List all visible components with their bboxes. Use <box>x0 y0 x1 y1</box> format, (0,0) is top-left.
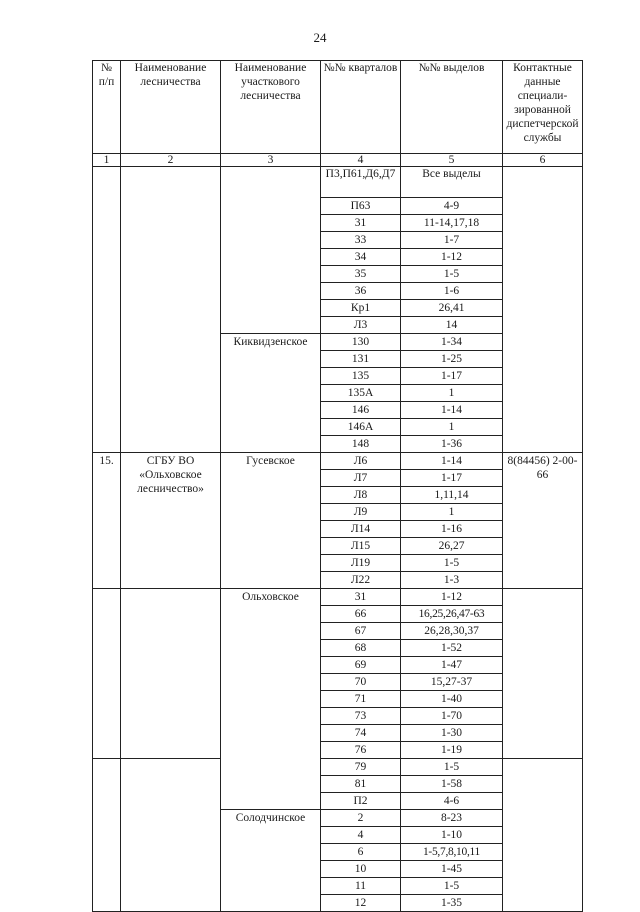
header-allotments: №№ выделов <box>401 61 503 154</box>
quarter-cell: Л3 <box>321 317 401 334</box>
number-cell-empty <box>93 167 121 453</box>
table-row <box>93 759 583 776</box>
column-number: 6 <box>503 154 583 167</box>
number-cell-empty <box>93 759 121 912</box>
allotment-cell: 1-17 <box>401 470 503 487</box>
allotment-cell: 1-17 <box>401 368 503 385</box>
quarter-cell: 71 <box>321 691 401 708</box>
quarter-cell: 4 <box>321 827 401 844</box>
allotment-cell: 1-12 <box>401 589 503 606</box>
quarter-cell: 6 <box>321 844 401 861</box>
quarter-cell: 11 <box>321 878 401 895</box>
quarter-cell: 34 <box>321 249 401 266</box>
district-name-solodchinskoe: Солодчинское <box>221 810 321 912</box>
allotment-cell: 1-14 <box>401 402 503 419</box>
contact-cell-empty <box>503 589 583 759</box>
allotment-cell: 1-25 <box>401 351 503 368</box>
allotment-cell: 11-14,17,18 <box>401 215 503 232</box>
allotment-cell: 1-5 <box>401 759 503 776</box>
quarter-cell: Л7 <box>321 470 401 487</box>
allotment-cell: 8-23 <box>401 810 503 827</box>
quarter-cell: Кр1 <box>321 300 401 317</box>
table-row <box>93 589 583 606</box>
allotment-cell: 14 <box>401 317 503 334</box>
quarter-cell: 68 <box>321 640 401 657</box>
allotment-cell: 1-30 <box>401 725 503 742</box>
allotment-cell: 26,41 <box>401 300 503 317</box>
allotment-cell: 1-47 <box>401 657 503 674</box>
header-number: № п/п <box>93 61 121 154</box>
quarter-cell: П2 <box>321 793 401 810</box>
allotment-cell: 1-5,7,8,10,11 <box>401 844 503 861</box>
column-number: 5 <box>401 154 503 167</box>
quarter-cell: 131 <box>321 351 401 368</box>
quarter-cell: 10 <box>321 861 401 878</box>
quarter-cell: 70 <box>321 674 401 691</box>
column-number-row <box>93 154 583 167</box>
allotment-cell: 1-34 <box>401 334 503 351</box>
district-name-kikvidzenskoe: Киквидзенское <box>221 334 321 453</box>
quarter-cell: 69 <box>321 657 401 674</box>
page-number: 24 <box>313 30 327 45</box>
quarter-cell: 33 <box>321 232 401 249</box>
quarter-cell: 35 <box>321 266 401 283</box>
quarter-cell: 130 <box>321 334 401 351</box>
quarter-cell: 31 <box>321 589 401 606</box>
contact-cell-empty <box>503 759 583 912</box>
quarter-cell: 74 <box>321 725 401 742</box>
allotment-cell: 1-58 <box>401 776 503 793</box>
forestry-name: СГБУ ВО «Ольховское лесничество» <box>121 453 221 589</box>
column-number: 1 <box>93 154 121 167</box>
allotment-cell: 1-5 <box>401 266 503 283</box>
quarter-cell: 66 <box>321 606 401 623</box>
allotment-cell: 1 <box>401 504 503 521</box>
allotment-cell: 1 <box>401 419 503 436</box>
entry-number: 15. <box>93 453 121 589</box>
allotment-cell: 1-40 <box>401 691 503 708</box>
allotment-cell: 4-6 <box>401 793 503 810</box>
allotment-cell: 26,27 <box>401 538 503 555</box>
allotment-cell: 1-6 <box>401 283 503 300</box>
contact-data: 8(84456) 2-00-66 <box>503 453 583 589</box>
district-name-gusevskoe: Гусевское <box>221 453 321 589</box>
quarter-cell: 12 <box>321 895 401 912</box>
allotment-cell: 1-35 <box>401 895 503 912</box>
quarter-cell: Л14 <box>321 521 401 538</box>
quarter-cell: 135 <box>321 368 401 385</box>
contact-cell-empty <box>503 167 583 453</box>
district-name-olkhovskoe: Ольховское <box>221 589 321 810</box>
table-row <box>93 453 583 470</box>
quarter-cell: 81 <box>321 776 401 793</box>
header-district: Наименование участкового лесничества <box>221 61 321 154</box>
quarter-cell: Л9 <box>321 504 401 521</box>
quarter-cell: П3,П61,Д6,Д7 <box>321 167 401 198</box>
allotment-cell: Все выделы <box>401 167 503 198</box>
quarter-cell: 36 <box>321 283 401 300</box>
quarter-cell: 146 <box>321 402 401 419</box>
quarter-cell: 79 <box>321 759 401 776</box>
allotment-cell: 1-14 <box>401 453 503 470</box>
allotment-cell: 26,28,30,37 <box>401 623 503 640</box>
district-cell-empty <box>221 167 321 334</box>
quarter-cell: Л22 <box>321 572 401 589</box>
allotment-cell: 1-19 <box>401 742 503 759</box>
forestry-table <box>92 60 583 912</box>
forestry-cell-empty <box>121 589 221 759</box>
forestry-cell-empty <box>121 167 221 453</box>
quarter-cell: Л15 <box>321 538 401 555</box>
quarter-cell: 148 <box>321 436 401 453</box>
quarter-cell: 76 <box>321 742 401 759</box>
number-cell-empty <box>93 589 121 759</box>
quarter-cell: 146А <box>321 419 401 436</box>
allotment-cell: 1-10 <box>401 827 503 844</box>
allotment-cell: 1-12 <box>401 249 503 266</box>
quarter-cell: 67 <box>321 623 401 640</box>
allotment-cell: 16,25,26,47-63 <box>401 606 503 623</box>
column-number: 2 <box>121 154 221 167</box>
header-quarters: №№ кварталов <box>321 61 401 154</box>
quarter-cell: 31 <box>321 215 401 232</box>
table-row <box>93 167 583 198</box>
quarter-cell: Л6 <box>321 453 401 470</box>
quarter-cell: 135А <box>321 385 401 402</box>
allotment-cell: 1-36 <box>401 436 503 453</box>
allotment-cell: 1-45 <box>401 861 503 878</box>
allotment-cell: 1-3 <box>401 572 503 589</box>
allotment-cell: 1-5 <box>401 555 503 572</box>
header-row <box>93 61 583 154</box>
header-contacts: Контактные данные специали-зированной диспетчерской службы <box>503 61 583 154</box>
column-number: 4 <box>321 154 401 167</box>
quarter-cell: Л8 <box>321 487 401 504</box>
allotment-cell: 1-16 <box>401 521 503 538</box>
allotment-cell: 1-7 <box>401 232 503 249</box>
allotment-cell: 15,27-37 <box>401 674 503 691</box>
header-forestry: Наименование лесничества <box>121 61 221 154</box>
allotment-cell: 1 <box>401 385 503 402</box>
quarter-cell: П63 <box>321 198 401 215</box>
allotment-cell: 1-70 <box>401 708 503 725</box>
allotment-cell: 1-52 <box>401 640 503 657</box>
allotment-cell: 4-9 <box>401 198 503 215</box>
quarter-cell: 2 <box>321 810 401 827</box>
column-number: 3 <box>221 154 321 167</box>
quarter-cell: Л19 <box>321 555 401 572</box>
quarter-cell: 73 <box>321 708 401 725</box>
allotment-cell: 1-5 <box>401 878 503 895</box>
forestry-cell-empty <box>121 759 221 912</box>
allotment-cell: 1,11,14 <box>401 487 503 504</box>
